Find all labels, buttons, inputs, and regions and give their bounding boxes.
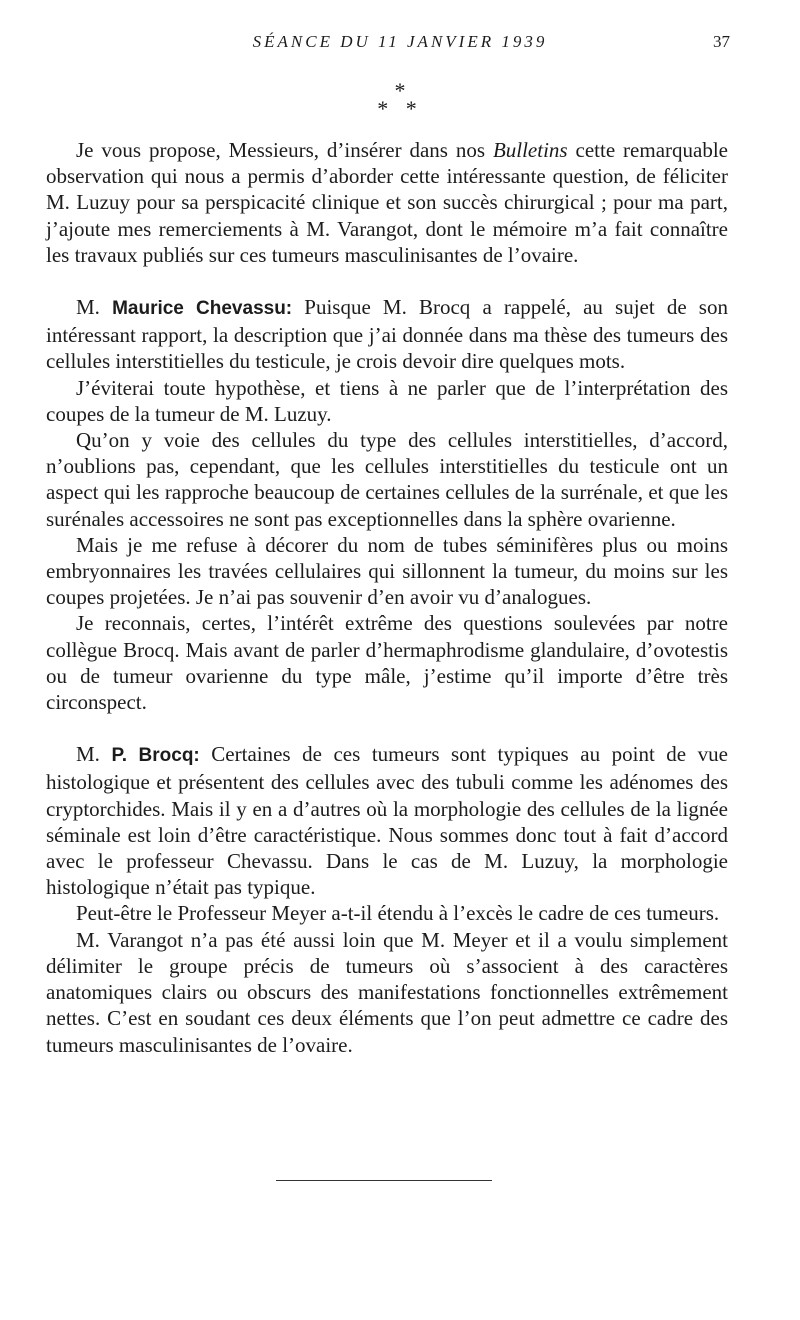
paragraph-1-end: cette remarquable observation qui nous a permis d’aborder cette intéressante question, de féliciter M. Luzuy pour sa perspicacité clinique et son succès chirurgical ; pour ma part, j’ajoute mes remerciements à M. Varangot, dont le mémoire m’a fait connaître les travaux publiés sur ces tumeurs masculinisantes de l’ovaire. [46,138,728,267]
paragraph-chevassu [46,294,728,375]
body-text [46,137,728,1058]
paragraph-3: J’éviterai toute hypothèse, et tiens à ne parler que de l’interprétation des coupes de la tumeur de M. Luzuy. [46,375,728,426]
bulletins-title: Bulletins [492,138,568,162]
asterism-separator [0,78,800,121]
asterism-top: * [394,78,406,103]
speaker-name-chevassu: Maurice Chevassu: [112,298,293,320]
paragraph-chevassu-text: Puisque M. Brocq a rappelé, au sujet de son intéressant rapport, la description que j’ai donnée dans ma thèse des tumeurs des cellules interstitielles du testicule, je crois devoir dire quelques mots. [46,295,728,374]
paragraph-5: Mais je me refuse à décorer du nom de tubes séminifères plus ou moins embryonnaires les travées cellulaires qui sillonnent la tumeur, du moins sur les coupes projetées. Je n’ai pas souvenir d’en avoir vu d’analogues. [46,532,728,610]
paragraph-9: M. Varangot n’a pas été aussi loin que M. Meyer et il a voulu simplement délimiter le groupe précis de tumeurs où s’associent à des caractères anatomiques clairs ou obscurs des manifestations fonctionnelles extrêmement nettes. C’est en soudant ces deux éléments que l’on peut admettre ce cadre des tumeurs masculinisantes de l’ovaire. [46,927,728,1057]
closing-rule [276,1180,492,1181]
paragraph-8: Peut-être le Professeur Meyer a-t-il étendu à l’excès le cadre de ces tumeurs. [76,901,720,926]
asterism-bottom: * * [377,96,423,121]
speaker-name-brocq: P. Brocq: [111,745,200,767]
speaker-prefix: M. [76,295,113,320]
paragraph-1-start: Je vous propose, Messieurs, d’insérer dans nos [76,138,493,162]
paragraph-6: Je reconnais, certes, l’intérêt extrême des questions soulevées par notre collègue Brocq. Mais avant de parler d’hermaphrodisme glandulaire, d’ovotestis ou de tumeur ovarienne du type mâle, j’estime qu’il importe d’être très circonspect. [46,611,728,715]
paragraph-4: Qu’on y voie des cellules du type des cellules interstitielles, d’accord, n’oublions pas, cependant, que les cellules interstitielles du testicule ont un aspect qui les rapproche beaucoup de certaines cellules de la surrénale, et que les surénales accessoires ne sont pas exceptionnelles dans la sphère ovarienne. [46,428,728,531]
paragraph-brocq-text: Certaines de ces tumeurs sont typiques au point de vue histologique et présentent des cellules avec des tubuli comme les adénomes des cryptorchides. Mais il y en a d’autres où la morphologie des cellules de la lignée séminale est loin d’être caractéristique. Nous sommes donc tout à fait d’accord avec le professeur Chevassu. Dans le cas de M. Luzuy, la morphologie histologique n’était pas typique. [46,742,728,900]
paragraph-brocq [46,741,728,900]
page-number: 37 [713,32,730,51]
running-title: SÉANCE DU 11 JANVIER 1939 [252,32,548,51]
speaker-prefix: M. [76,742,112,767]
page-header [0,32,800,56]
paragraph-1 [46,137,728,268]
